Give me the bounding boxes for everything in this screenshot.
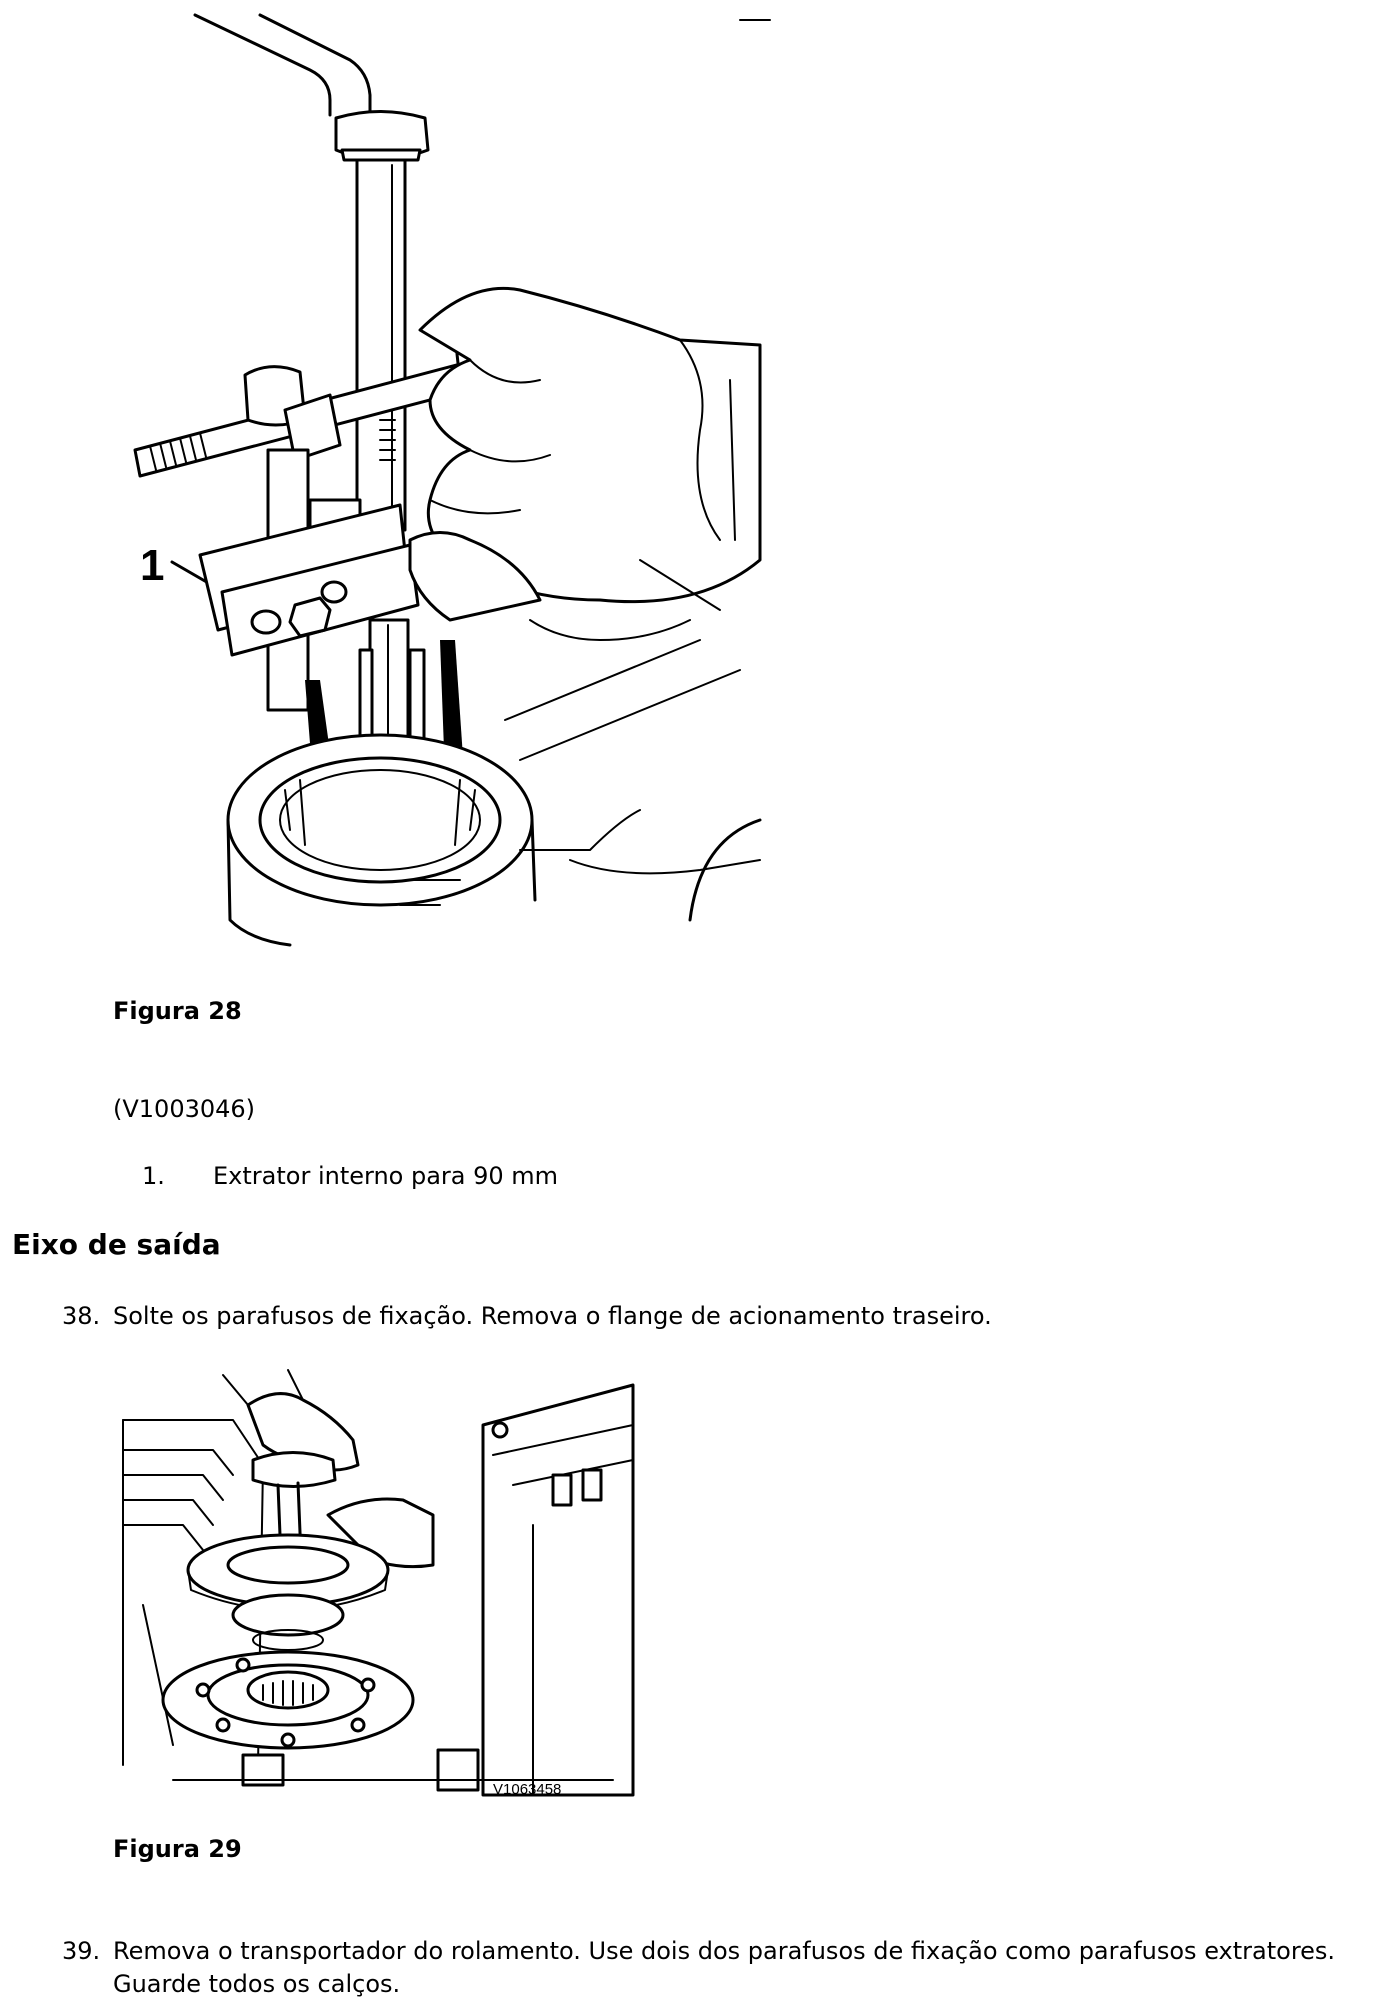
callout-1: 1 <box>140 541 165 590</box>
figure-28-illustration <box>0 0 770 950</box>
figure-29-caption: Figura 29 <box>113 1835 242 1863</box>
legend-item-text: Extrator interno para 90 mm <box>213 1162 559 1190</box>
figure-29-image-code: V1063458 <box>493 1781 562 1798</box>
figure-28-code: (V1003046) <box>113 1095 256 1123</box>
step-39-number: 39. <box>62 1937 101 1965</box>
step-38-text: Solte os parafusos de fixação. Remova o flange de acionamento traseiro. <box>113 1302 992 1330</box>
figure-28-caption: Figura 28 <box>113 997 242 1025</box>
step-39-text: Remova o transportador do rolamento. Use dois dos parafusos de fixação como parafusos extratores. Guarde todos os calços. <box>113 1937 1336 1998</box>
figure-29-illustration <box>113 1365 633 1800</box>
section-heading: Eixo de saída <box>12 1228 221 1261</box>
legend-item-number: 1. <box>142 1162 165 1190</box>
step-38-number: 38. <box>62 1302 101 1330</box>
